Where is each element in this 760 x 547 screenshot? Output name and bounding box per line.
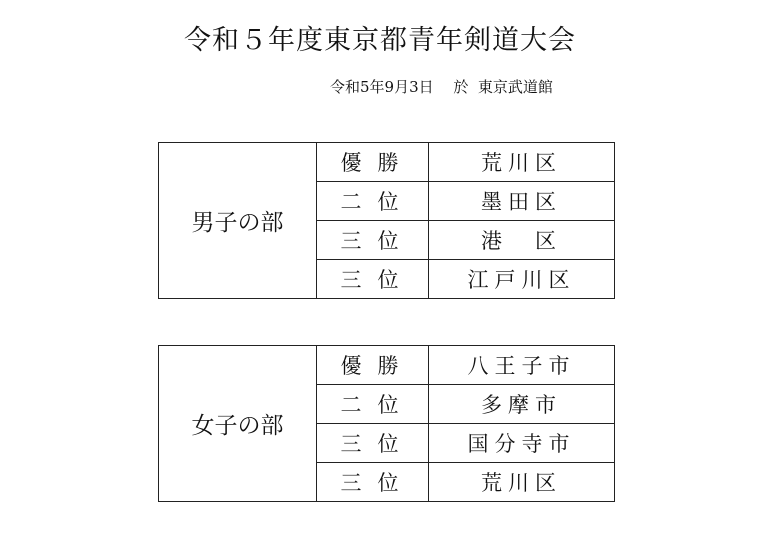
winner-cell: 荒川区: [429, 463, 615, 502]
rank-cell: 三位: [317, 463, 429, 502]
table-row: [159, 143, 615, 182]
rank-cell: 優勝: [317, 346, 429, 385]
division-label: 女子の部: [159, 346, 317, 502]
winner-cell: 多摩市: [429, 385, 615, 424]
winner-cell: 八王子市: [429, 346, 615, 385]
mens-results-table: [158, 142, 615, 299]
womens-results-table: [158, 345, 615, 502]
table-row: [159, 346, 615, 385]
winner-cell: 港 区: [429, 221, 615, 260]
rank-cell: 三位: [317, 221, 429, 260]
rank-cell: 二位: [317, 182, 429, 221]
winner-cell: 江戸川区: [429, 260, 615, 299]
rank-cell: 二位: [317, 385, 429, 424]
rank-cell: 三位: [317, 260, 429, 299]
rank-cell: 優勝: [317, 143, 429, 182]
rank-cell: 三位: [317, 424, 429, 463]
division-label: 男子の部: [159, 143, 317, 299]
winner-cell: 国分寺市: [429, 424, 615, 463]
winner-cell: 荒川区: [429, 143, 615, 182]
winner-cell: 墨田区: [429, 182, 615, 221]
page-title: 令和５年度東京都青年剣道大会: [184, 25, 576, 56]
event-date-venue: 令和5年9月3日 於 東京武道館: [330, 78, 553, 96]
